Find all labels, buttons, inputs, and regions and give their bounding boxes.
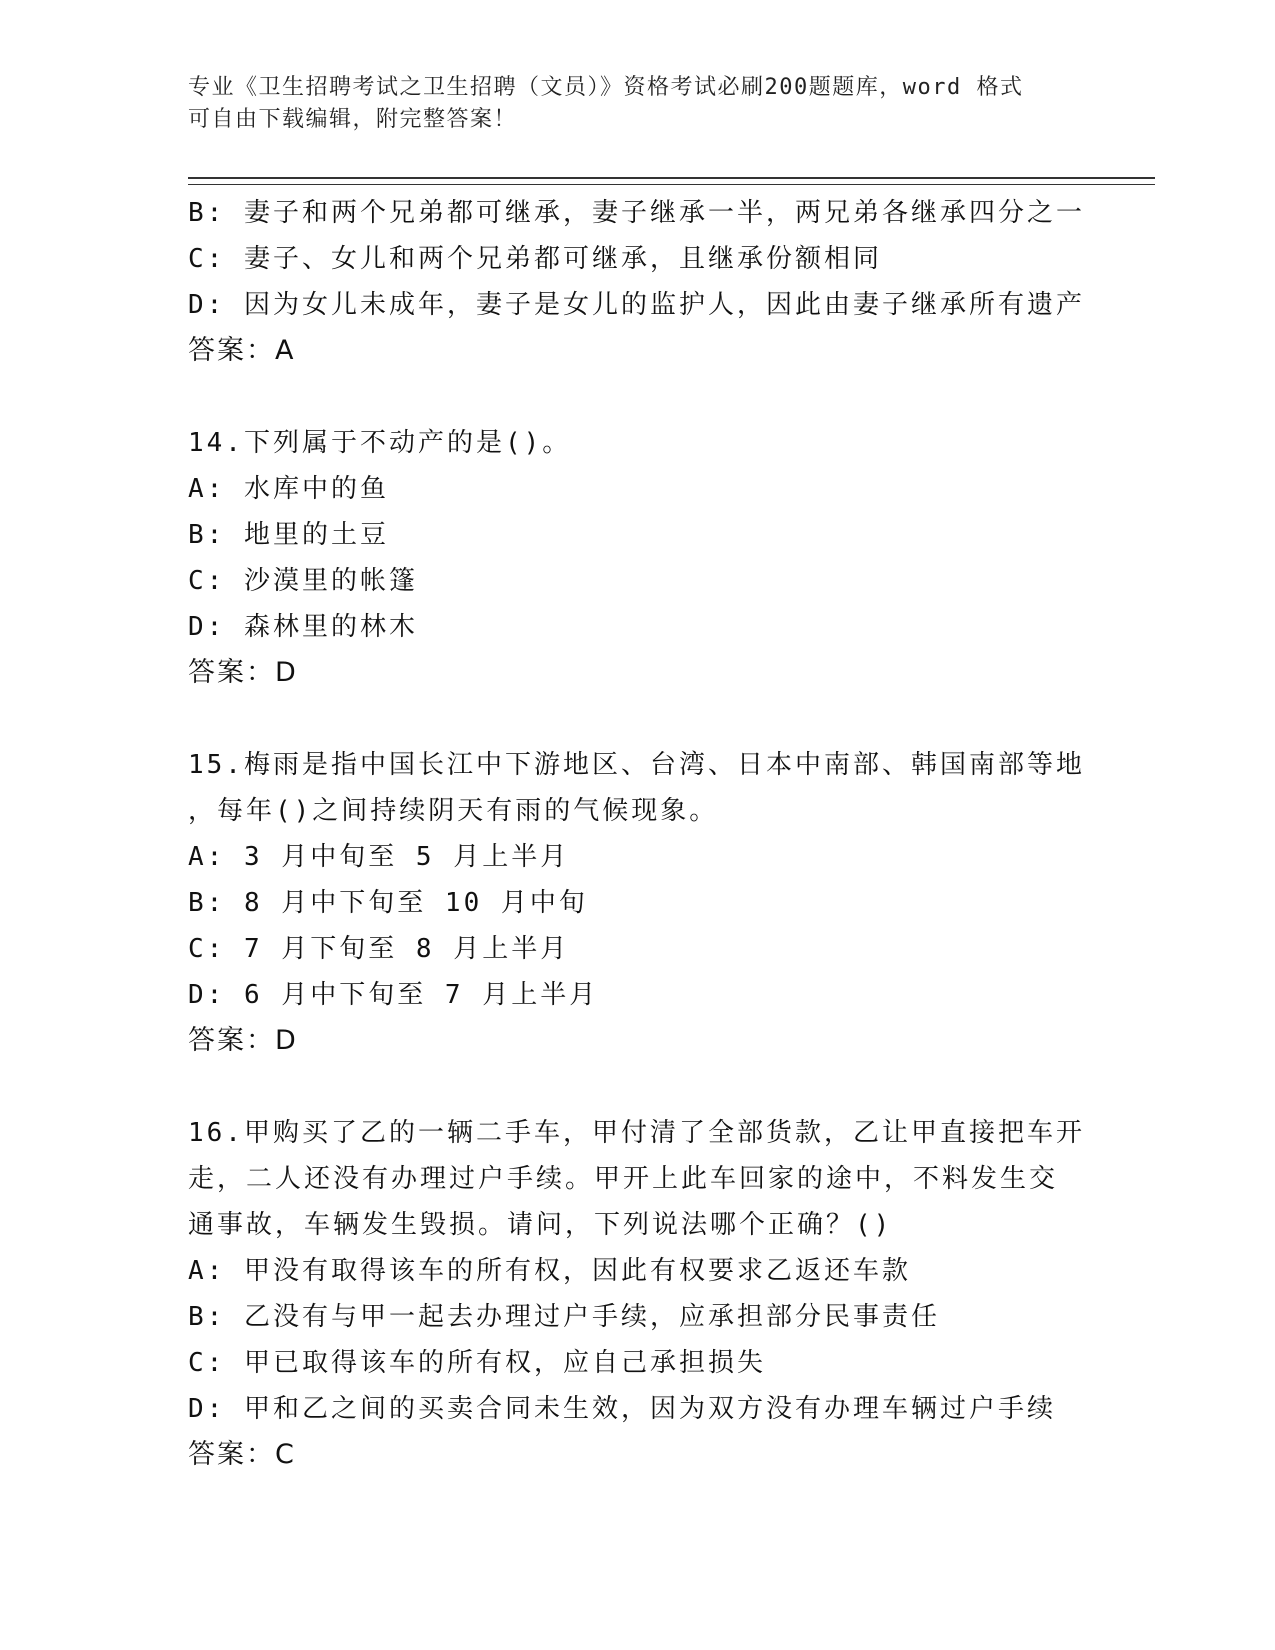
q16-option-d: D: 甲和乙之间的买卖合同未生效，因为双方没有办理车辆过户手续 xyxy=(188,1394,1056,1424)
question-15 xyxy=(188,742,1088,1064)
q14-option-b: B: 地里的土豆 xyxy=(188,520,389,550)
q15-option-c: C: 7 月下旬至 8 月上半月 xyxy=(188,934,570,964)
q14-stem: 14.下列属于不动产的是()。 xyxy=(188,428,572,458)
q15-option-a: A: 3 月中旬至 5 月上半月 xyxy=(188,842,570,872)
header-divider xyxy=(188,177,1155,185)
header-title-line-2: 可自由下载编辑，附完整答案！ xyxy=(188,107,518,132)
header-title-line-1: 专业《卫生招聘考试之卫生招聘（文员）》资格考试必刷200题题库，word 格式 xyxy=(188,75,1024,100)
q16-stem-line-1: 16.甲购买了乙的一辆二手车，甲付清了全部货款，乙让甲直接把车开 xyxy=(188,1118,1085,1148)
question-14 xyxy=(188,420,1088,696)
q15-option-d: D: 6 月中下旬至 7 月上半月 xyxy=(188,980,599,1010)
spacer xyxy=(188,1064,1088,1110)
q16-stem-line-3: 通事故，车辆发生毁损。请问，下列说法哪个正确？() xyxy=(188,1210,893,1240)
document-header xyxy=(188,72,1068,136)
q16-answer: 答案：C xyxy=(188,1439,296,1470)
q14-option-d: D: 森林里的林木 xyxy=(188,612,418,642)
q16-option-c: C: 甲已取得该车的所有权，应自己承担损失 xyxy=(188,1348,766,1378)
q15-option-b: B: 8 月中下旬至 10 月中旬 xyxy=(188,888,588,918)
q14-option-c: C: 沙漠里的帐篷 xyxy=(188,566,418,596)
question-list xyxy=(188,190,1088,1478)
q13-option-c: C: 妻子、女儿和两个兄弟都可继承，且继承份额相同 xyxy=(188,244,882,274)
spacer xyxy=(188,374,1088,420)
q14-option-a: A: 水库中的鱼 xyxy=(188,474,389,504)
q14-answer: 答案：D xyxy=(188,657,298,688)
q16-option-b: B: 乙没有与甲一起去办理过户手续，应承担部分民事责任 xyxy=(188,1302,940,1332)
question-16 xyxy=(188,1110,1088,1478)
q15-stem-line-2: ，每年()之间持续阴天有雨的气候现象。 xyxy=(188,796,719,826)
spacer xyxy=(188,696,1088,742)
q13-option-b: B: 妻子和两个兄弟都可继承，妻子继承一半，两兄弟各继承四分之一 xyxy=(188,198,1085,228)
q15-stem-line-1: 15.梅雨是指中国长江中下游地区、台湾、日本中南部、韩国南部等地 xyxy=(188,750,1085,780)
q15-answer: 答案：D xyxy=(188,1025,298,1056)
question-13 xyxy=(188,190,1088,374)
q16-stem-line-2: 走，二人还没有办理过户手续。甲开上此车回家的途中，不料发生交 xyxy=(188,1164,1059,1194)
q16-option-a: A: 甲没有取得该车的所有权，因此有权要求乙返还车款 xyxy=(188,1256,911,1286)
q13-option-d: D: 因为女儿未成年，妻子是女儿的监护人，因此由妻子继承所有遗产 xyxy=(188,290,1085,320)
q13-answer: 答案：A xyxy=(188,335,296,366)
